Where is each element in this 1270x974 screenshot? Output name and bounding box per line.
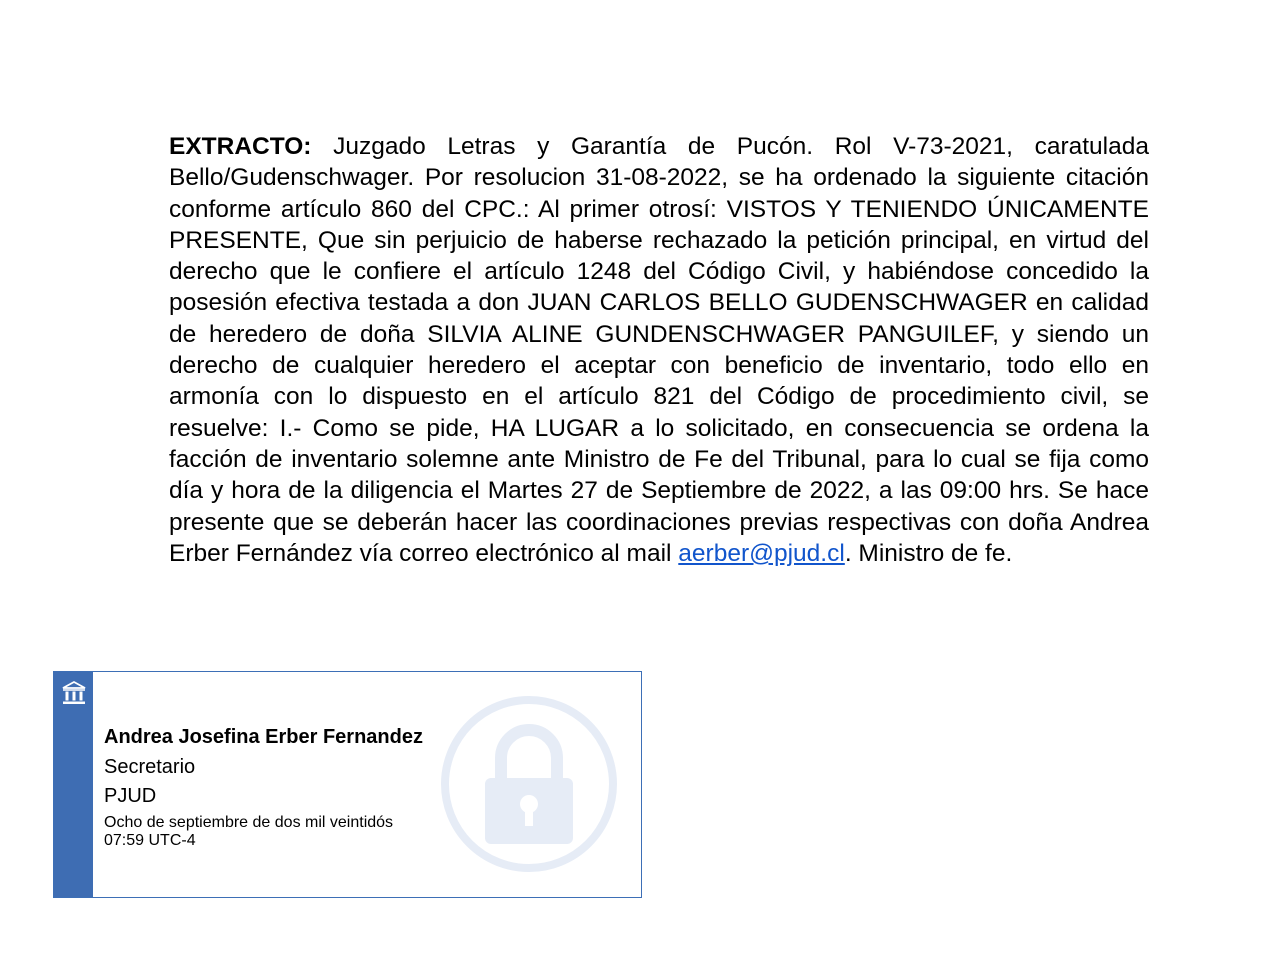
signature-time: 07:59 UTC-4: [104, 832, 196, 849]
signature-sidebar: [54, 672, 93, 897]
bank-icon: [61, 680, 87, 706]
email-link[interactable]: aerber@pjud.cl: [678, 539, 845, 567]
electronic-signature-box: [53, 671, 642, 898]
extract-lead: EXTRACTO:: [169, 133, 312, 160]
signature-details: [104, 724, 524, 850]
signer-name: Andrea Josefina Erber Fernandez: [104, 726, 423, 748]
signer-organization: PJUD: [104, 785, 157, 807]
signature-date: Ocho de septiembre de dos mil veintidós: [104, 814, 394, 831]
extract-body: Juzgado Letras y Garantía de Pucón. Rol V-73-2021, caratulada Bello/Gudenschwager. Por resolucion 31-08-2022, se ha ordenado la siguiente citación conforme artículo 860 del CPC.: Al primer otrosí: VISTOS Y TENIENDO ÚNICAMENTE PRESENTE, Que sin perjuicio de haberse rechazado la petición principal, en virtud del derecho que le confiere el artículo 1248 del Código Civil, y habiéndose concedido la posesión efectiva testada a don JUAN CARLOS BELLO GUDENSCHWAGER en calidad de heredero de doña SILVIA ALINE GUNDENSCHWAGER PANGUILEF, y siendo un derecho de cualquier heredero el aceptar con beneficio de inventario, todo ello en armonía con lo dispuesto en el artículo 821 del Código de procedimiento civil, se resuelve: I.- Como se pide, HA LUGAR a lo solicitado, en consecuencia se ordena la facción de inventario solemne ante Ministro de Fe del Tribunal, para lo cual se fija como día y hora de la diligencia el Martes 27 de Septiembre de 2022, a las 09:00 hrs. Se hace presente que se deberán hacer las coordinaciones previas respectivas con doña Andrea Erber Fernández vía correo electrónico al mail: [169, 133, 1149, 567]
signer-role: Secretario: [104, 756, 196, 778]
extract-tail: . Ministro de fe.: [844, 539, 1013, 567]
extract-paragraph: [169, 131, 1149, 569]
